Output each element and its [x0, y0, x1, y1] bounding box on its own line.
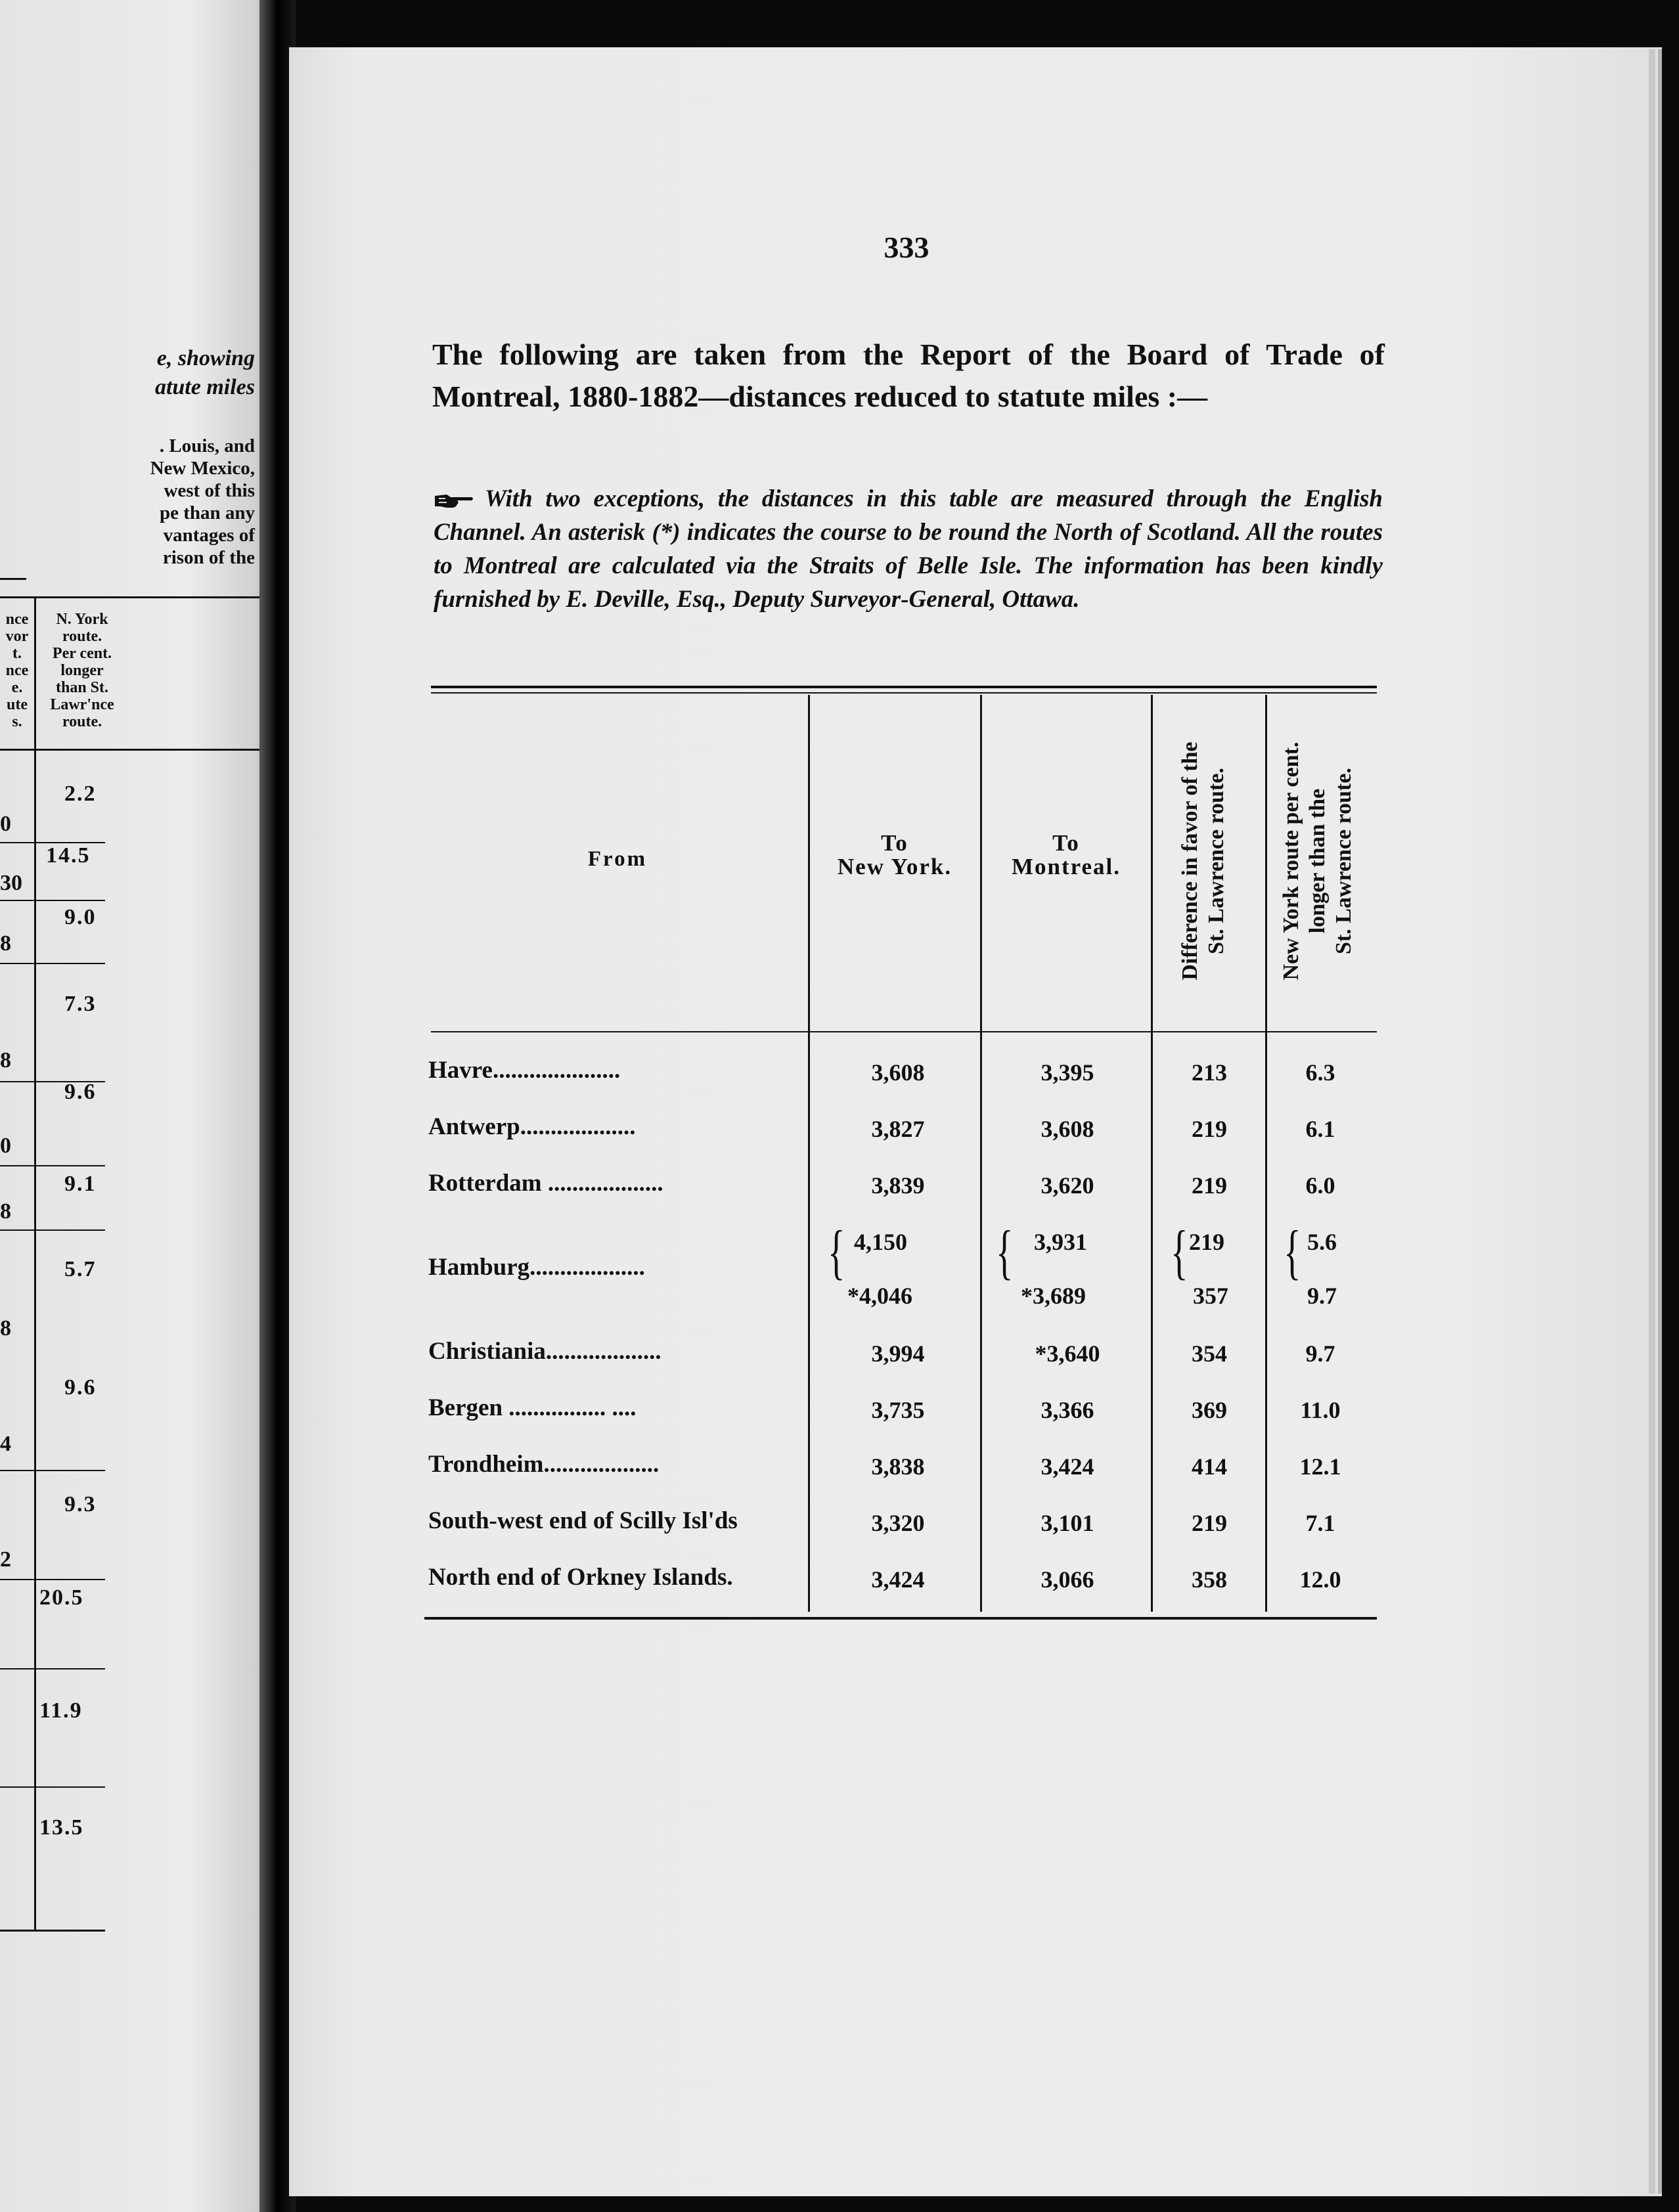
- left-row-rule: [0, 1470, 105, 1471]
- brace-difference: {: [1171, 1218, 1188, 1285]
- left-fragment: 0: [0, 812, 11, 836]
- table-top-rule-second: [431, 692, 1377, 694]
- cell-to-new-york: 3,839: [871, 1172, 925, 1199]
- note-paragraph: [434, 482, 1383, 616]
- left-row-rule: [0, 963, 105, 964]
- cell-difference: 213: [1192, 1059, 1227, 1086]
- table-bottom-rule: [424, 1617, 1377, 1620]
- cell-percent-alt: 9.7: [1307, 1283, 1337, 1309]
- cell-to-new-york: 4,150: [854, 1229, 907, 1255]
- cell-percent: 5.6: [1307, 1229, 1337, 1255]
- left-row-rule: [0, 1579, 105, 1580]
- left-row-rule: [0, 1786, 105, 1788]
- cell-to-montreal: *3,640: [1035, 1340, 1100, 1367]
- header-from: From: [587, 847, 648, 871]
- left-caption-line: e, showing: [156, 346, 255, 370]
- left-rule: [0, 578, 26, 580]
- note-text: With two exceptions, the distances in this table are measured through the English Channel. An asterisk (*) indicates the course to be round the North of Scotland. All the routes to Montreal are calculated via the Straits of Belle Isle. The information has been kindly furnished by E. Deville, Esq., Deputy Surveyor-General, Ottawa.: [434, 485, 1383, 613]
- column-divider: [1151, 695, 1153, 1612]
- cell-to-montreal: 3,366: [1041, 1397, 1094, 1423]
- left-paragraph-line: . Louis, and: [159, 435, 255, 456]
- left-value: 9.3: [64, 1492, 97, 1516]
- column-divider: [1265, 695, 1267, 1612]
- left-fragment: 4: [0, 1432, 11, 1456]
- cell-to-new-york: 3,608: [871, 1059, 925, 1086]
- row-from-label: Havre.....................: [428, 1057, 621, 1084]
- cell-percent: 9.7: [1305, 1340, 1335, 1367]
- left-fragment: 8: [0, 1199, 11, 1224]
- page-edge: [1649, 49, 1655, 2194]
- left-value: 7.3: [64, 992, 97, 1016]
- left-value: 9.6: [64, 1080, 97, 1104]
- cell-to-new-york: 3,320: [871, 1510, 925, 1536]
- cell-difference: 219: [1192, 1116, 1227, 1142]
- left-value: 9.0: [64, 905, 97, 929]
- cell-to-montreal-alt: *3,689: [1021, 1283, 1086, 1309]
- left-row-rule: [0, 1229, 105, 1231]
- left-value: 9.1: [64, 1172, 97, 1196]
- left-value: 9.6: [64, 1375, 97, 1400]
- cell-to-montreal: 3,608: [1041, 1116, 1094, 1142]
- left-row-rule: [0, 1165, 105, 1166]
- cell-to-new-york: 3,735: [871, 1397, 925, 1423]
- cell-difference: 414: [1192, 1453, 1227, 1480]
- cell-difference-alt: 357: [1193, 1283, 1228, 1309]
- cell-difference: 369: [1192, 1397, 1227, 1423]
- table-header-rule: [431, 1031, 1377, 1032]
- cell-percent: 12.0: [1299, 1566, 1341, 1593]
- brace-montreal: {: [996, 1218, 1014, 1285]
- header-to-montreal: To Montreal.: [1011, 830, 1121, 879]
- left-fragment: 8: [0, 931, 11, 956]
- left-fragment: 2: [0, 1547, 11, 1572]
- cell-percent: 6.3: [1305, 1059, 1335, 1086]
- header-percent-line: longer than the: [1305, 788, 1330, 934]
- left-column-rule: [34, 596, 36, 1930]
- left-value: 13.5: [39, 1815, 84, 1840]
- column-divider: [980, 695, 982, 1612]
- left-row-rule: [0, 900, 105, 901]
- cell-to-new-york-alt: *4,046: [847, 1283, 912, 1309]
- cell-to-montreal: 3,101: [1041, 1510, 1094, 1536]
- row-from-label: Bergen ................ ....: [428, 1394, 637, 1421]
- left-paragraph-line: New Mexico,: [150, 458, 255, 479]
- table-top-rule: [431, 686, 1377, 688]
- cell-to-new-york: 3,994: [871, 1340, 925, 1367]
- cell-to-montreal: 3,395: [1041, 1059, 1094, 1086]
- header-difference-line: Difference in favor of the: [1178, 741, 1202, 981]
- cell-percent: 11.0: [1300, 1397, 1341, 1423]
- cell-to-montreal: 3,931: [1034, 1229, 1087, 1255]
- cell-to-montreal: 3,066: [1041, 1566, 1094, 1593]
- row-from-label: Christiania...................: [428, 1338, 661, 1365]
- left-page-fragment: [0, 0, 269, 2212]
- left-fragment: 0: [0, 1134, 11, 1158]
- left-paragraph-line: west of this: [164, 480, 255, 501]
- cell-difference: 219: [1192, 1510, 1227, 1536]
- header-percent-line: New York route per cent.: [1279, 741, 1303, 981]
- left-value: 14.5: [46, 843, 91, 868]
- page-number: 333: [884, 231, 929, 264]
- row-from-label: South-west end of Scilly Isl'ds: [428, 1507, 738, 1534]
- row-from-label: Hamburg...................: [428, 1254, 645, 1281]
- cell-difference: 219: [1192, 1172, 1227, 1199]
- cell-difference: 354: [1192, 1340, 1227, 1367]
- intro-paragraph: The following are taken from the Report of the Board of Trade of Montreal, 1880-1882—distances reduced to statute miles :—: [432, 338, 1385, 413]
- cell-to-montreal: 3,424: [1041, 1453, 1094, 1480]
- cell-to-new-york: 3,827: [871, 1116, 925, 1142]
- left-table-top-rule: [0, 596, 269, 598]
- cell-difference: 219: [1189, 1229, 1224, 1255]
- cell-to-montreal: 3,620: [1041, 1172, 1094, 1199]
- cell-percent: 12.1: [1299, 1453, 1341, 1480]
- row-from-label: Rotterdam ...................: [428, 1170, 663, 1197]
- left-fragment: 8: [0, 1316, 11, 1340]
- page-edge: [1658, 49, 1662, 2194]
- left-value: 2.2: [64, 782, 97, 806]
- header-percent-line: St. Lawrence route.: [1332, 768, 1356, 954]
- left-table-bottom-rule: [0, 1930, 105, 1932]
- cell-percent: 7.1: [1305, 1510, 1335, 1536]
- left-col2-header: N. York route. Per cent. longer than St. Lawr'nce route.: [50, 611, 114, 730]
- left-fragment: 30: [0, 871, 22, 895]
- left-table-header-rule: [0, 749, 269, 751]
- pointing-hand-icon: [434, 492, 474, 510]
- left-paragraph-line: pe than any: [159, 502, 255, 523]
- row-from-label: North end of Orkney Islands.: [428, 1564, 733, 1591]
- brace-percent: {: [1284, 1218, 1301, 1285]
- column-divider: [808, 695, 810, 1612]
- brace-new-york: {: [828, 1218, 845, 1285]
- left-row-rule: [0, 1668, 105, 1670]
- left-value: 20.5: [39, 1585, 84, 1610]
- row-from-label: Trondheim...................: [428, 1451, 660, 1478]
- row-from-label: Antwerp...................: [428, 1113, 636, 1140]
- cell-to-new-york: 3,424: [871, 1566, 925, 1593]
- left-paragraph-line: rison of the: [162, 547, 255, 568]
- left-value: 5.7: [64, 1257, 97, 1281]
- cell-to-new-york: 3,838: [871, 1453, 925, 1480]
- left-value: 11.9: [39, 1698, 83, 1723]
- header-difference-line: St. Lawrence route.: [1204, 768, 1228, 954]
- cell-difference: 358: [1192, 1566, 1227, 1593]
- left-fragment: 8: [0, 1048, 11, 1073]
- cell-percent: 6.0: [1305, 1172, 1335, 1199]
- left-caption-line: atute miles: [154, 375, 255, 399]
- header-to-new-york: To New York.: [837, 830, 952, 879]
- cell-percent: 6.1: [1305, 1116, 1335, 1142]
- left-paragraph-line: vantages of: [163, 525, 255, 546]
- left-col1-header: nce vor t. nce e. ute s.: [5, 611, 29, 730]
